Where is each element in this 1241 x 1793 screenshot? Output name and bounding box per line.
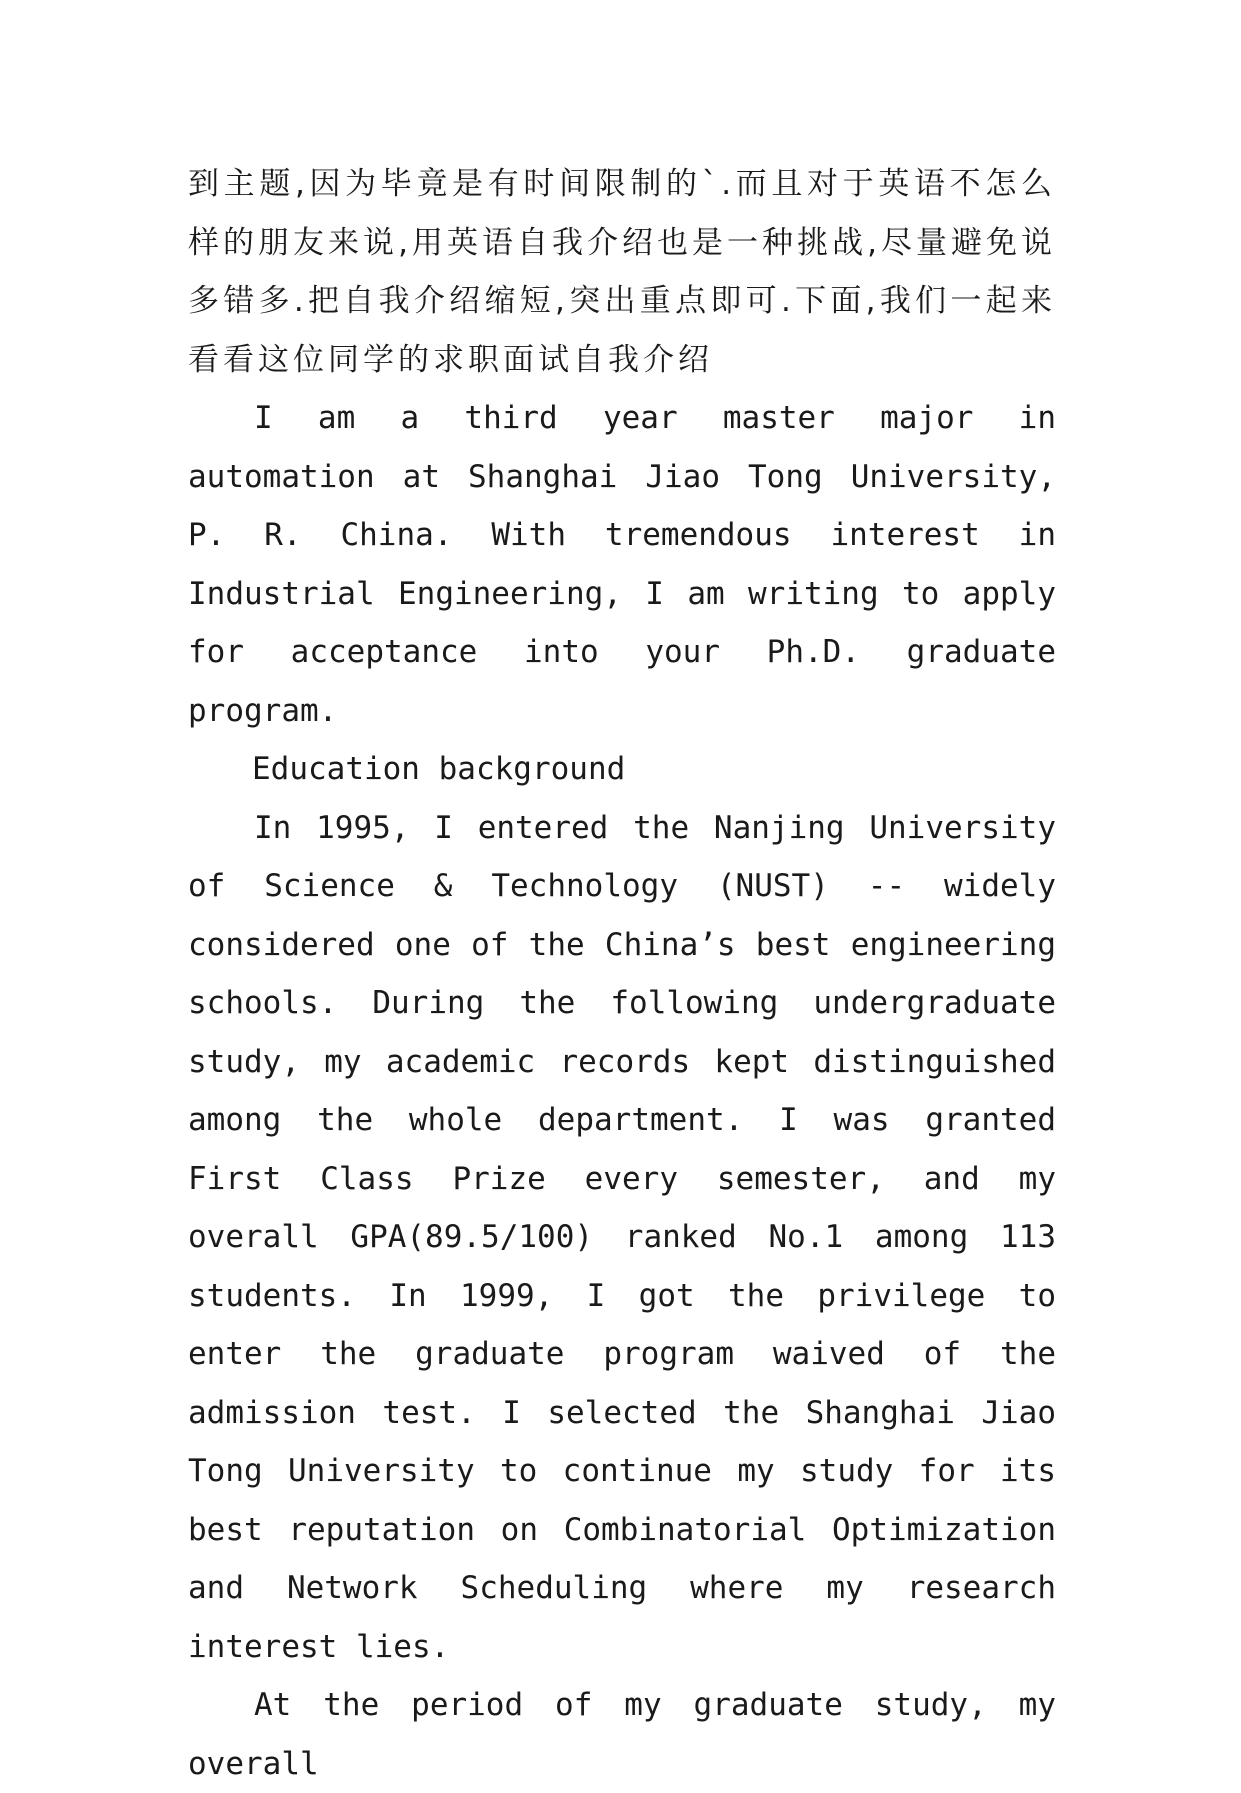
document-page — [188, 155, 1056, 1793]
opening-paragraph: I am a third year master major in automation at Shanghai Jiao Tong University, P. R. China. With tremendous interest in Industrial Engineering, I am writing to apply for acceptance into your Ph.D. graduate program. — [188, 400, 1056, 729]
section-heading-education: Education background — [252, 751, 626, 787]
intro-paragraph-chinese: 到主题,因为毕竟是有时间限制的`.而且对于英语不怎么样的朋友来说,用英语自我介绍也是一种挑战,尽量避免说多错多.把自我介绍缩短,突出重点即可.下面,我们一起来看看这位同学的求职面试自我介绍 — [188, 166, 1056, 378]
education-paragraph: In 1995, I entered the Nanjing University of Science & Technology (NUST) -- widely considered one of the China’s best engineering schools. During the following undergraduate study, my academic records kept distinguished among the whole department. I was granted First Class Prize every semester, and my overall GPA(89.5/100) ranked No.1 among 113 students. In 1999, I got the privilege to enter the graduate program waived of the admission test. I selected the Shanghai Jiao Tong University to continue my study for its best reputation on Combinatorial Optimization and Network Scheduling where my research interest lies. — [188, 809, 1056, 1665]
graduate-study-paragraph: At the period of my graduate study, my overall — [188, 1687, 1056, 1782]
